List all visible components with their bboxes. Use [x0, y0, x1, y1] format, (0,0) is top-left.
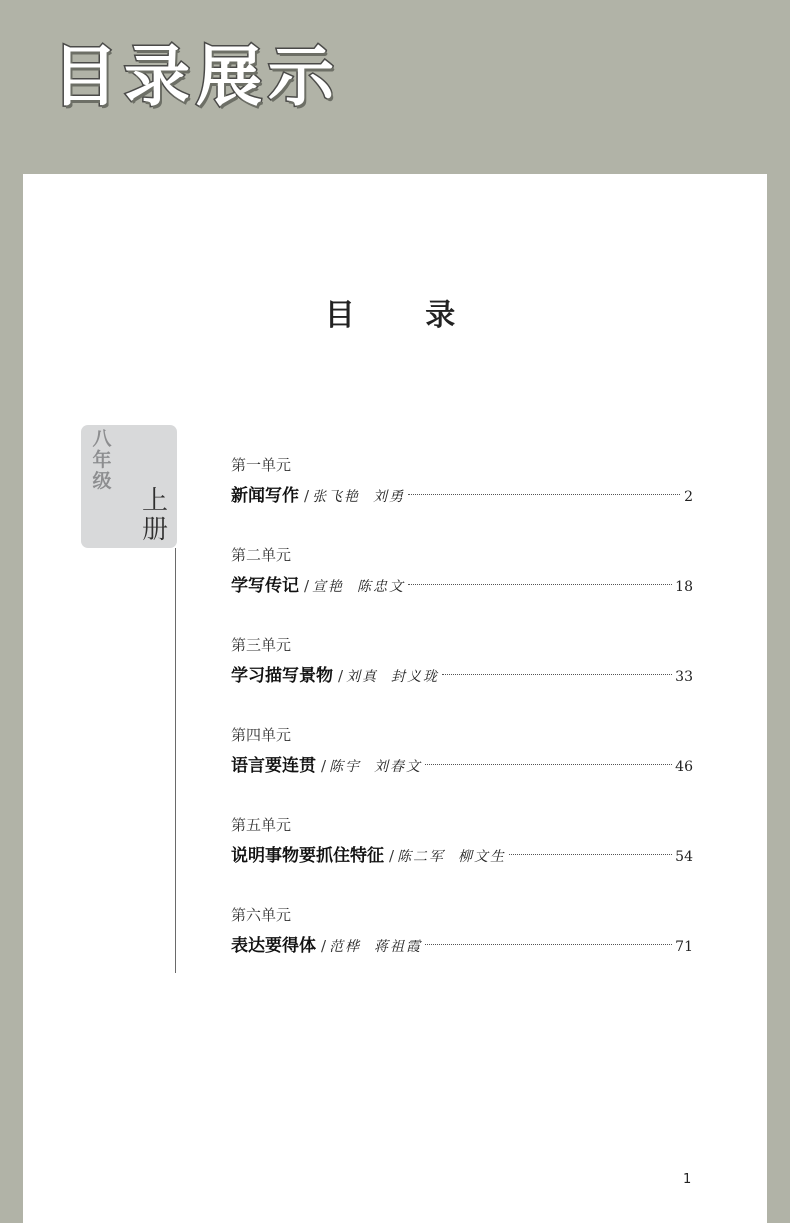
unit-label: 第五单元 — [231, 816, 292, 834]
entry-authors: 陈宇 刘春文 — [329, 759, 422, 775]
entry-page: 33 — [675, 669, 693, 685]
toc-entry[interactable] — [231, 842, 693, 870]
toc-unit — [231, 814, 693, 904]
entry-separator: / — [338, 667, 344, 685]
entry-page: 71 — [675, 939, 693, 955]
toc-unit — [231, 904, 693, 994]
unit-label: 第四单元 — [231, 726, 292, 744]
entry-page: 2 — [684, 489, 693, 505]
page-number: 1 — [683, 1172, 692, 1187]
entry-title: 表达要得体 — [231, 936, 316, 956]
toc-list — [231, 454, 693, 994]
entry-separator: / — [304, 577, 310, 595]
dot-leader — [425, 764, 672, 765]
divider-line — [175, 548, 176, 973]
entry-title: 新闻写作 — [231, 486, 299, 506]
unit-label: 第一单元 — [231, 456, 292, 474]
unit-label: 第六单元 — [231, 906, 292, 924]
toc-unit — [231, 544, 693, 634]
toc-entry[interactable] — [231, 482, 693, 510]
grade-label: 八年级 — [92, 428, 112, 492]
entry-separator: / — [321, 757, 327, 775]
entry-page: 18 — [675, 579, 693, 595]
entry-separator: / — [304, 487, 310, 505]
dot-leader — [509, 854, 672, 855]
unit-label: 第二单元 — [231, 546, 292, 564]
toc-unit — [231, 634, 693, 724]
entry-separator: / — [321, 937, 327, 955]
toc-title: 目 录 — [324, 298, 486, 333]
unit-label: 第三单元 — [231, 636, 292, 654]
entry-authors: 范桦 蒋祖霞 — [329, 939, 422, 955]
banner-title: 目录展示 — [52, 38, 340, 115]
toc-entry[interactable] — [231, 572, 693, 600]
toc-entry[interactable] — [231, 662, 693, 690]
entry-separator: / — [389, 847, 395, 865]
entry-title: 学写传记 — [231, 576, 299, 596]
entry-authors: 张飞艳 刘勇 — [312, 489, 405, 505]
toc-unit — [231, 724, 693, 814]
toc-entry[interactable] — [231, 752, 693, 780]
entry-page: 54 — [675, 849, 693, 865]
entry-title: 学习描写景物 — [231, 666, 333, 686]
document-page — [23, 174, 767, 1223]
entry-authors: 陈二军 柳文生 — [397, 849, 506, 865]
entry-title: 说明事物要抓住特征 — [231, 846, 384, 866]
dot-leader — [408, 584, 672, 585]
dot-leader — [442, 674, 672, 675]
entry-page: 46 — [675, 759, 693, 775]
entry-authors: 刘真 封义珑 — [346, 669, 439, 685]
volume-tab — [81, 425, 177, 548]
toc-unit — [231, 454, 693, 544]
entry-authors: 宣艳 陈忠文 — [312, 579, 405, 595]
dot-leader — [425, 944, 672, 945]
entry-title: 语言要连贯 — [231, 756, 316, 776]
volume-label: 上册 — [141, 486, 168, 545]
dot-leader — [408, 494, 680, 495]
toc-entry[interactable] — [231, 932, 693, 960]
